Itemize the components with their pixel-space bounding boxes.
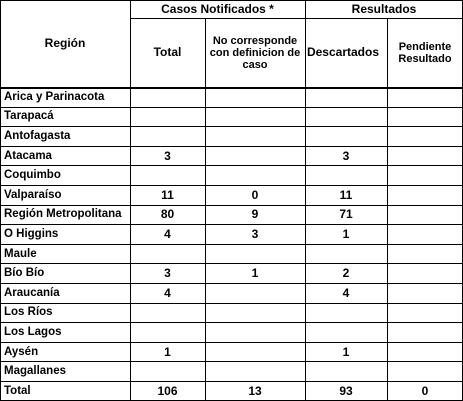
cell-total	[130, 126, 205, 146]
row-divider	[0, 126, 463, 127]
cell-descartados: 11	[339, 187, 353, 202]
row-divider	[0, 283, 463, 284]
region-name: O Higgins	[4, 227, 59, 240]
cell-no-corresponde	[205, 126, 305, 146]
cell-descartados	[305, 126, 387, 146]
cell-no-corresponde	[205, 244, 305, 264]
cell-descartados	[305, 244, 387, 264]
divider-h	[0, 87, 463, 89]
cell-no-corresponde	[205, 283, 305, 303]
cell-pendiente	[387, 263, 463, 283]
cell-total: 4	[164, 285, 171, 300]
cell-descartados	[305, 303, 387, 323]
row-divider	[0, 342, 463, 343]
cell-pendiente	[387, 303, 463, 323]
row-divider	[0, 165, 463, 166]
row-divider	[0, 244, 463, 245]
divider-v	[387, 18, 388, 401]
cell-pendiente	[387, 87, 463, 107]
row-divider	[0, 303, 463, 304]
row-divider	[0, 224, 463, 225]
cell-total	[130, 107, 205, 127]
cell-total	[130, 361, 205, 381]
cell-pendiente	[387, 107, 463, 127]
cell-total: 3	[164, 148, 171, 163]
header-total: Total	[153, 45, 182, 59]
row-divider	[0, 263, 463, 264]
cell-pendiente	[387, 224, 463, 244]
cell-descartados	[305, 165, 387, 185]
cell-descartados	[305, 361, 387, 381]
cell-total	[130, 244, 205, 264]
header-resultados: Resultados	[351, 1, 417, 16]
cell-no-corresponde	[205, 361, 305, 381]
cell-descartados: 3	[342, 148, 350, 163]
cell-descartados: 71	[339, 207, 353, 222]
cell-no-corresponde	[205, 322, 305, 342]
region-name: Región Metropolitana	[4, 208, 122, 221]
region-name: Los Ríos	[4, 306, 53, 319]
cell-no-corresponde: 9	[251, 207, 259, 222]
region-name: Atacama	[4, 149, 52, 162]
region-name: Coquimbo	[4, 169, 61, 182]
region-name: Arica y Parinacota	[4, 90, 105, 103]
cell-total	[130, 87, 205, 107]
region-name: Bío Bío	[4, 267, 45, 280]
row-divider	[0, 322, 463, 323]
cell-no-corresponde: 1	[251, 266, 259, 281]
cell-total	[130, 165, 205, 185]
cell-pendiente	[387, 283, 463, 303]
divider-v	[130, 0, 131, 401]
divider-v	[305, 0, 306, 401]
cell-descartados	[305, 322, 387, 342]
border-top	[0, 0, 463, 1]
header-descartados: Descartados	[306, 45, 380, 59]
region-name: Tarapacá	[4, 110, 54, 123]
cell-no-corresponde: 3	[251, 226, 259, 241]
cell-pendiente	[387, 361, 463, 381]
region-name: Magallanes	[4, 365, 66, 378]
cell-no-corresponde	[205, 165, 305, 185]
cell-total: 3	[164, 266, 171, 281]
header-region: Región	[44, 36, 86, 50]
cell-descartados: 4	[342, 285, 350, 300]
row-divider	[0, 185, 463, 186]
cell-pendiente	[387, 322, 463, 342]
header-pendiente: Pendiente Resultado	[398, 40, 452, 65]
cell-total: 106	[157, 383, 178, 398]
cell-no-corresponde: 0	[251, 187, 259, 202]
cell-descartados	[305, 87, 387, 107]
row-divider	[0, 146, 463, 147]
cell-no-corresponde	[205, 342, 305, 362]
row-divider	[0, 381, 463, 382]
cell-no-corresponde: 13	[248, 383, 262, 398]
cell-pendiente	[387, 185, 463, 205]
row-divider	[0, 107, 463, 108]
cell-total	[130, 322, 205, 342]
border-left	[0, 0, 1, 401]
cell-pendiente	[387, 342, 463, 362]
cell-pendiente	[387, 165, 463, 185]
cell-descartados	[305, 107, 387, 127]
cell-total: 1	[164, 344, 171, 359]
cell-pendiente: 0	[421, 383, 429, 398]
cell-no-corresponde	[205, 87, 305, 107]
region-name: Araucanía	[4, 286, 60, 299]
row-divider	[0, 205, 463, 206]
divider-v	[205, 18, 206, 401]
header-casos-notificados: Casos Notificados *	[161, 1, 274, 16]
row-divider	[0, 361, 463, 362]
region-name: Maule	[4, 247, 37, 260]
header-no-corresponde: No corresponde con definicion de caso	[209, 34, 301, 71]
cell-pendiente	[387, 244, 463, 264]
cell-pendiente	[387, 126, 463, 146]
cell-total: 11	[161, 187, 174, 202]
region-name: Antofagasta	[4, 129, 71, 142]
cell-no-corresponde	[205, 107, 305, 127]
cell-total: 4	[164, 226, 171, 241]
divider-h	[130, 18, 463, 19]
cell-descartados: 2	[342, 266, 350, 281]
region-name: Total	[4, 384, 31, 397]
cell-total	[130, 303, 205, 323]
region-name: Aysén	[4, 345, 39, 358]
cell-pendiente	[387, 146, 463, 166]
cell-pendiente	[387, 205, 463, 225]
cell-no-corresponde	[205, 303, 305, 323]
region-name: Valparaíso	[4, 188, 62, 201]
cell-descartados: 1	[342, 344, 350, 359]
cell-no-corresponde	[205, 146, 305, 166]
cell-total: 80	[160, 207, 175, 222]
region-name: Los Lagos	[4, 325, 62, 338]
cell-descartados: 93	[339, 383, 353, 398]
cell-descartados: 1	[342, 226, 350, 241]
